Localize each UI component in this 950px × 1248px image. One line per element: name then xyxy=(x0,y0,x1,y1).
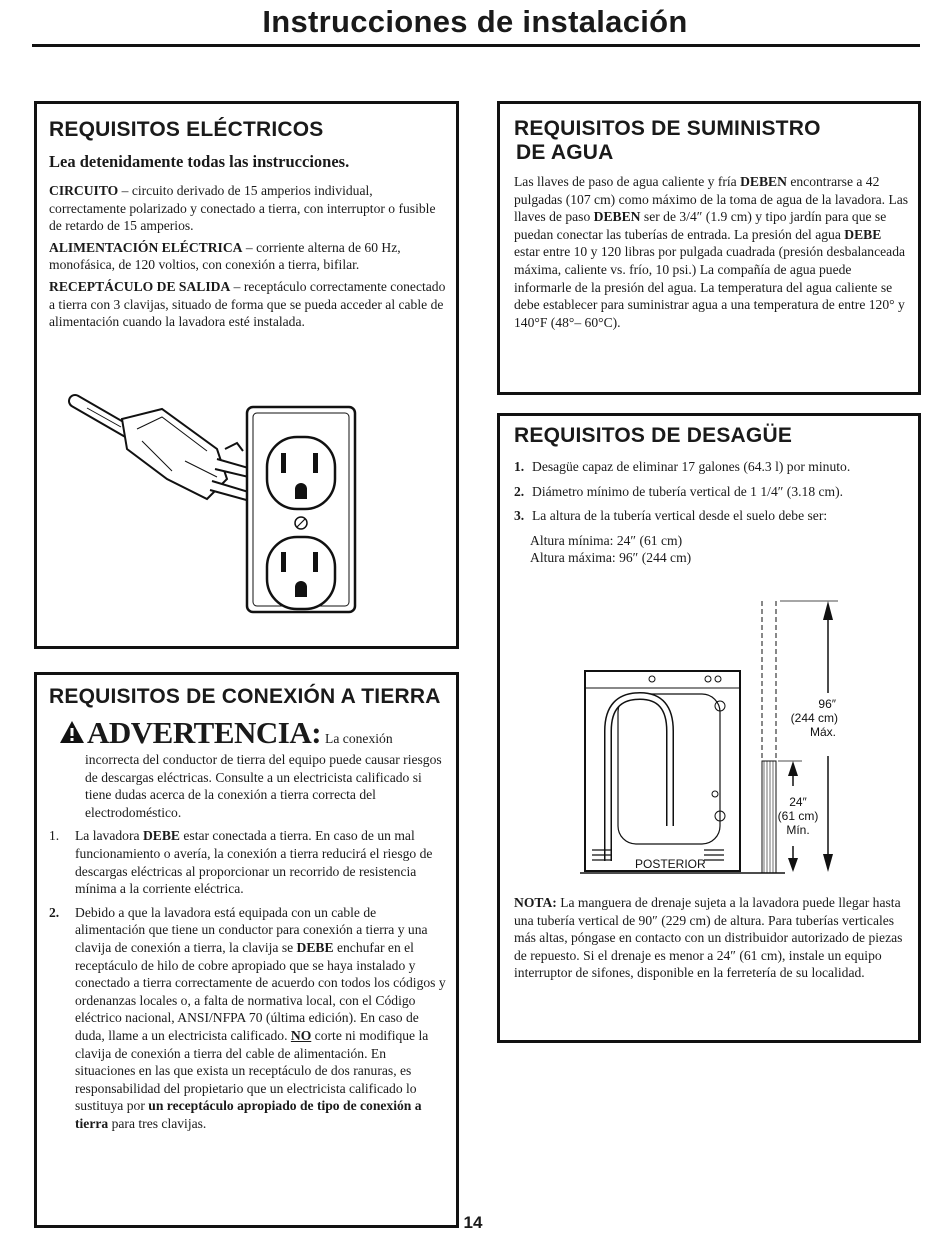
item-number: 1. xyxy=(514,459,525,474)
item-number: 2. xyxy=(49,904,60,920)
min-height: Altura mínima: 24″ (61 cm) xyxy=(530,532,683,548)
outlet-paragraph xyxy=(49,278,447,331)
grounding-item-1 xyxy=(49,827,449,897)
electrical-lead: Lea detenidamente todas las instrucciones. xyxy=(49,152,350,171)
item-text: Debido a que la lavadora está equipada con un cable de alimentación que tiene un conductor para conexión a tierra y una clavija de conexión a tierra, la clavija se xyxy=(75,904,428,955)
rear-label: POSTERIOR xyxy=(635,857,706,871)
power-label: ALIMENTACIÓN ELÉCTRICA xyxy=(49,239,243,255)
circuit-label: CIRCUITO xyxy=(49,183,119,198)
water-emphasis: DEBEN xyxy=(740,174,787,189)
min-abbrev-label: Mín. xyxy=(786,823,810,837)
plug-and-outlet-illustration xyxy=(67,389,367,629)
drain-heading: REQUISITOS DE DESAGÜE xyxy=(514,424,793,447)
item-text: La altura de la tubería vertical desde el suelo debe ser: xyxy=(532,508,828,524)
item-emphasis: DEBE xyxy=(296,939,334,955)
item-text: La lavadora xyxy=(75,828,143,844)
min-cm-label: (61 cm) xyxy=(777,809,819,823)
outlet-text: – receptáculo correctamente conectado a tierra con 3 clavijas, situado de forma que se pueda acceder al cable de alimentación cuando la lavadora esté instalada. xyxy=(49,278,446,330)
item-emphasis: NO xyxy=(290,1027,312,1043)
water-text: encontrarse a 42 pulgadas (107 cm) como máximo de la toma de agua de la lavadora. Las llaves de paso xyxy=(514,174,909,225)
water-heading-line-2: DE AGUA xyxy=(516,141,614,164)
note-label: NOTA: xyxy=(514,895,557,910)
warning-triangle-icon xyxy=(59,720,85,744)
item-text: enchufar en el receptáculo de hilo de cobre apropiado que se haya instalado y conectado a tierra correctamente de acuerdo con todos los códigos y ordenanzas locales o, a falta de normativa local, con el Código eléctrico nacional, ANSI/NFPA 70 (última edición). En caso de duda, llame a un electricista calificado. xyxy=(75,939,446,1043)
drain-note xyxy=(514,894,910,982)
electrical-requirements-box xyxy=(34,101,459,649)
water-text: estar entre 10 y 120 libras por pulgada cuadrada (presión desbalanceada máxima, caliente vs. frío, 10 psi.) La compañía de agua puede informarle de la presión del agua. La temperatura del agua caliente se debe establecer para suministrar agua a una temperatura de entre 120° y 140°F (48°– 60°C). xyxy=(514,244,906,330)
note-text: La manguera de drenaje sujeta a la lavadora puede llegar hasta una tubería vertical de 90″ (229 cm) de altura. Para tuberías verticales más altas, póngase en contacto con un distribuidor autorizado de piezas de repuesto. Si el drenaje es menor a 24″ (61 cm), instale un equipo interruptor de sifones, disponible en la ferretería de su localidad. xyxy=(514,895,903,981)
title-rule xyxy=(32,44,920,47)
item-emphasis: un receptáculo apropiado de tipo de conexión a tierra xyxy=(75,1098,422,1131)
drain-diagram xyxy=(580,596,850,886)
water-text: ser de 3/4″ (1.9 cm) y tipo jardín para que se puedan conectar las tuberías de entrada. La presión del agua xyxy=(514,209,887,242)
item-text: Diámetro mínimo de tubería vertical de 1 1/4″ (3.18 cm). xyxy=(532,483,844,499)
item-text: para tres clavijas. xyxy=(108,1115,207,1131)
water-text: Las llaves de paso de agua caliente y fría xyxy=(514,174,741,189)
max-height: Altura máxima: 96″ (244 cm) xyxy=(530,550,692,566)
item-emphasis: DEBE xyxy=(142,828,180,844)
max-abbrev-label: Máx. xyxy=(809,725,836,739)
drain-requirements-box xyxy=(497,413,921,1043)
water-supply-requirements-box xyxy=(497,101,921,395)
item-text: corte ni modifique la clavija de conexión a tierra del cable de alimentación. En situaciones en las que exista un receptáculo de dos ranuras, es responsabilidad del propietario que un electricista calificado lo sustituya por xyxy=(75,1027,429,1114)
power-text: – corriente alterna de 60 Hz, monofásica, de 120 voltios, con conexión a tierra, bifilar. xyxy=(49,239,401,273)
drain-item-2 xyxy=(514,483,910,501)
water-emphasis: DEBEN xyxy=(593,209,641,225)
item-text: Desagüe capaz de eliminar 17 galones (64.3 l) por minuto. xyxy=(532,459,851,474)
warning-block xyxy=(49,715,449,751)
item-number: 1. xyxy=(49,828,60,844)
grounding-requirements-box xyxy=(34,672,459,1228)
max-cm-label: (244 cm) xyxy=(790,711,838,725)
warning-first-words: La conexión xyxy=(325,731,393,746)
warning-text: incorrecta del conductor de tierra del equipo puede causar riesgos de descargas eléctricas. Consulte a un electricista calificado si tiene dudas acerca de la conexión a tierra correcta del electrodoméstico. xyxy=(85,752,442,820)
item-number: 2. xyxy=(514,483,525,499)
grounding-heading: REQUISITOS DE CONEXIÓN A TIERRA xyxy=(49,685,441,708)
min-inches-label: 24″ xyxy=(789,795,807,809)
page-title: Instrucciones de instalación xyxy=(262,4,688,39)
grounding-item-2 xyxy=(49,904,449,1133)
circuit-text: – circuito derivado de 15 amperios individual, correctamente polarizado y conectado a tierra, con interruptor o fusible de retardo de 15 amperios. xyxy=(49,183,436,234)
circuit-paragraph xyxy=(49,182,447,235)
max-inches-label: 96″ xyxy=(818,697,836,711)
power-paragraph xyxy=(49,239,447,274)
item-text: estar conectada a tierra. En caso de un mal funcionamiento o avería, la conexión a tierra reducirá el riesgo de descargas eléctricas al proporcionar un recorrido de resistencia mínima a la corriente eléctrica. xyxy=(75,828,433,897)
water-emphasis: DEBE xyxy=(844,226,882,242)
drain-item-1 xyxy=(514,458,910,476)
drain-item-3 xyxy=(514,507,910,525)
item-number: 3. xyxy=(514,508,525,524)
warning-word: ADVERTENCIA: xyxy=(87,715,322,750)
water-heading xyxy=(514,117,910,165)
water-heading-line-1: REQUISITOS DE SUMINISTRO xyxy=(514,117,821,140)
page-number: 14 xyxy=(463,1213,483,1232)
electrical-heading: REQUISITOS ELÉCTRICOS xyxy=(49,118,324,141)
water-paragraph xyxy=(514,173,910,331)
outlet-label: RECEPTÁCULO DE SALIDA xyxy=(49,278,231,294)
